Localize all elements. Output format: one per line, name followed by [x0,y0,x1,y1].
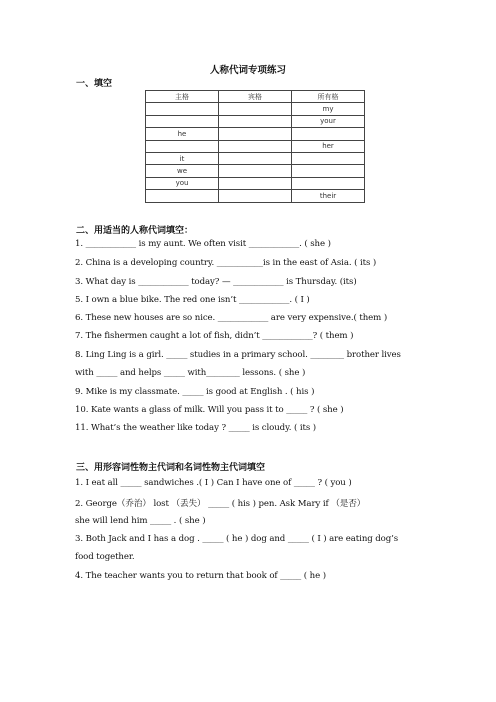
exercise-line: 7. The fishermen caught a lot of fish, didn’t ____________? ( them ) [75,331,354,341]
exercise-line: 3. What day is ____________ today? — ____________ is Thursday. (its) [75,277,357,287]
exercise-line: 3. Both Jack and I has a dog . _____ ( he ) dog and _____ ( I ) are eating dog’s [75,534,399,544]
exercise-line: 9. Mike is my classmate. _____ is good at English . ( his ) [75,387,315,397]
table-cell[interactable] [292,177,365,189]
table-cell[interactable]: we [146,165,219,177]
section-heading-fill-in: 一、填空 [76,79,113,89]
header-subject-case: 主格 [146,91,219,103]
table-cell[interactable] [219,152,292,164]
table-cell[interactable]: it [146,152,219,164]
exercise-line: 4. The teacher wants you to return that book of _____ ( he ) [75,571,326,581]
table-cell[interactable]: their [292,190,365,202]
exercise-line: she will lend him _____ . ( she ) [75,516,206,526]
exercise-line: 8. Ling Ling is a girl. _____ studies in a primary school. ________ brother lives [75,350,401,360]
table-row [146,140,365,152]
exercise-line: 1. ____________ is my aunt. We often visit ____________. ( she ) [75,239,331,249]
table-cell[interactable]: my [292,103,365,115]
exercise-line: 6. These new houses are so nice. ____________ are very expensive.( them ) [75,313,388,323]
exercise-line: 11. What’s the weather like today ? _____ is cloudy. ( its ) [75,423,317,433]
table-cell[interactable] [219,140,292,152]
table-cell[interactable] [219,190,292,202]
table-cell[interactable] [146,103,219,115]
table-cell[interactable] [146,115,219,127]
table-row [146,115,365,127]
table-row [146,103,365,115]
table-cell[interactable] [219,115,292,127]
table-row [146,177,365,189]
table-cell[interactable] [292,152,365,164]
table-cell[interactable]: you [146,177,219,189]
exercise-line: food together. [75,552,135,562]
table-row [146,152,365,164]
table-cell[interactable] [292,165,365,177]
table-cell[interactable] [219,128,292,140]
exercise-line: 5. I own a blue bike. The red one isn’t ____________. ( I ) [75,295,310,305]
section-heading-possessive-pronouns: 三、用形容词性物主代词和名词性物主代词填空 [76,463,266,473]
table-cell[interactable] [146,140,219,152]
table-row [146,190,365,202]
exercise-line: 10. Kate wants a glass of milk. Will you pass it to _____ ? ( she ) [75,405,344,415]
header-possessive-case: 所有格 [292,91,365,103]
table-cell[interactable] [146,190,219,202]
table-cell[interactable] [219,103,292,115]
exercise-line: 2. China is a developing country. ___________is in the east of Asia. ( its ) [75,258,377,268]
table-row [146,165,365,177]
table-cell[interactable]: her [292,140,365,152]
table-cell[interactable] [219,177,292,189]
table-header-row [146,91,365,103]
pronoun-table [145,90,365,203]
table-cell[interactable]: your [292,115,365,127]
exercise-line: 1. I eat all _____ sandwiches .( I ) Can I have one of _____ ? ( you ) [75,478,352,488]
exercise-line: 2. George（乔治） lost （丢失） _____ ( his ) pen. Ask Mary if （是否） [75,499,366,509]
section-heading-personal-pronouns: 二、用适当的人称代词填空： [76,226,194,236]
exercise-line: with _____ and helps _____ with________ lessons. ( she ) [75,368,306,378]
table-cell[interactable] [292,128,365,140]
table-row [146,128,365,140]
table-cell[interactable] [219,165,292,177]
page-title: 人称代词专项练习 [209,65,286,76]
table-cell[interactable]: he [146,128,219,140]
header-object-case: 宾格 [219,91,292,103]
